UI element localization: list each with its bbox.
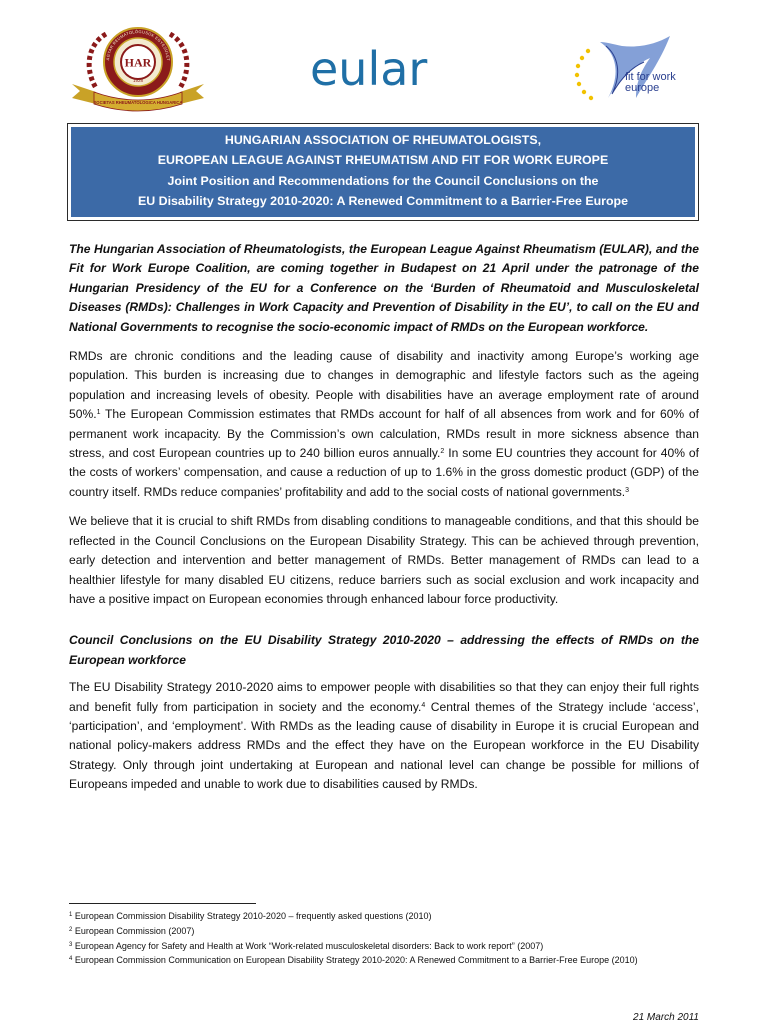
para1-text-a: RMDs are chronic conditions and the leading cause of disability and inactivity among Europe’s working age population. This burden is increasing due to changes in demographic and lifestyle factors such as the ageing population and increasing levels of obesity. People with disabilities have an average employment rate of around 50%. bbox=[69, 349, 699, 422]
fit-for-work-wordmark bbox=[625, 72, 676, 94]
paragraph-strategy bbox=[69, 678, 699, 794]
ffw-line1: fit for work bbox=[625, 71, 676, 83]
title-line-1: HUNGARIAN ASSOCIATION OF RHEUMATOLOGISTS, bbox=[224, 133, 542, 147]
footnotes bbox=[69, 909, 699, 968]
para3-text-a: The EU Disability Strategy 2010-2020 aims to empower people with disabilities so that they can enjoy their full rights and benefit fully from participation in society and the economy. bbox=[69, 680, 699, 714]
har-year: 1928 bbox=[132, 78, 144, 83]
para3-text-b: Central themes of the Strategy include ‘access’, ‘participation’, and ‘employment’. With RMDs as the leading cause of disability in Europe it is crucial European and national policy-makers address RMDs and the effect they have on the European workforce in the EU Disability Strategy. Only through joint undertaking at European and national level can change be possible for millions of Europeans impeded and unable to work due to disabilities caused by RMDs. bbox=[69, 699, 699, 792]
footnote-text: European Commission (2007) bbox=[72, 925, 195, 936]
footnote-num: 1 bbox=[69, 912, 73, 918]
title-box bbox=[71, 127, 695, 217]
footnote-text: European Commission Communication on European Disability Strategy 2010-2020: A Renewed Commitment to a Barrier-Free Europe (2010) bbox=[72, 955, 638, 966]
har-logo bbox=[66, 22, 210, 114]
document-body bbox=[69, 240, 699, 805]
footnote-num: 3 bbox=[69, 941, 73, 948]
footnote-1 bbox=[69, 909, 699, 924]
footnote-ref-3: 3 bbox=[625, 486, 630, 494]
section-heading: Council Conclusions on the EU Disability Strategy 2010-2020 – addressing the effects of RMDs on the European workforce bbox=[69, 633, 699, 667]
eular-logo: eular bbox=[310, 42, 428, 96]
para1-text-c: In some EU countries they account for 40% of the costs of workers’ compensation, and cause a reduction of up to 1.6% in the gross domestic product (GDP) of the country itself. RMDs reduce companies’ profitability and add to the social costs of national governments. bbox=[69, 446, 699, 499]
har-ring-text-path: AGYAR REUMATOLÓGUSOK EGYESÜLET bbox=[105, 28, 172, 62]
har-ribbon-text: SOCIETAS RHEUMATOLOGICA HUNGARICA bbox=[93, 100, 183, 105]
footnote-2 bbox=[69, 924, 699, 939]
footnote-ref-2: 2 bbox=[440, 448, 445, 456]
footnote-3 bbox=[69, 939, 699, 954]
footnote-num: 2 bbox=[69, 926, 73, 933]
paragraph-rmd-burden bbox=[69, 347, 699, 502]
title-line-4: EU Disability Strategy 2010-2020: A Renewed Commitment to a Barrier-Free Europe bbox=[137, 194, 629, 209]
logo-bar bbox=[0, 0, 768, 118]
har-mark: HAR bbox=[124, 55, 152, 70]
footnote-num: 4 bbox=[69, 956, 73, 963]
footnote-divider bbox=[69, 903, 256, 904]
footnote-text: European Agency for Safety and Health at Work “Work-related musculoskeletal disorders: Back to work report” (2007) bbox=[72, 940, 544, 951]
title-line-3: Joint Position and Recommendations for the Council Conclusions on the bbox=[167, 173, 599, 188]
para1-text-b: The European Commission estimates that RMDs account for half of all absences from work and for 60% of permanent work incapacity. By the Commission’s own calculation, RMDs result in more sickness absence than stress, and cost European countries up to 240 billion euros annually. bbox=[69, 407, 699, 461]
footnote-text: European Commission Disability Strategy 2010-2020 – frequently asked questions (2010) bbox=[72, 911, 432, 921]
footnote-ref-1: 1 bbox=[96, 409, 101, 417]
footnote-ref-4: 4 bbox=[421, 701, 426, 709]
title-line-2: EUROPEAN LEAGUE AGAINST RHEUMATISM AND FIT FOR WORK EUROPE bbox=[157, 153, 609, 168]
ffw-line2: europe bbox=[625, 82, 660, 94]
footnote-4 bbox=[69, 953, 699, 968]
title-box-frame bbox=[67, 123, 699, 221]
intro-paragraph: The Hungarian Association of Rheumatologists, the European League Against Rheumatism (EULAR), and the Fit for Work Europe Coalition, are coming together in Budapest on 21 April under the patronage of the Hungarian Presidency of the EU for a Conference on the ‘Burden of Rheumatoid and Musculoskeletal Diseases (RMDs): Challenges in Work Capacity and Prevention of Disability in the EU’, to call on the EU and National Governments to recognise the socio-economic impact of RMDs on the European workforce. bbox=[69, 242, 699, 334]
paragraph-belief: We believe that it is crucial to shift RMDs from disabling conditions to manageable conditions, and that this should be reflected in the Council Conclusions on the European Disability Strategy. This can be achieved through prevention, early detection and intervention and better management of RMDs. Better management of RMDs can lead to a healthier lifestyle for many disabled EU citizens, reduce barriers such as social exclusion and work incapacity and have a positive impact on European economies through enhanced labour force productivity. bbox=[69, 514, 699, 606]
document-date: 21 March 2011 bbox=[633, 1012, 699, 1023]
